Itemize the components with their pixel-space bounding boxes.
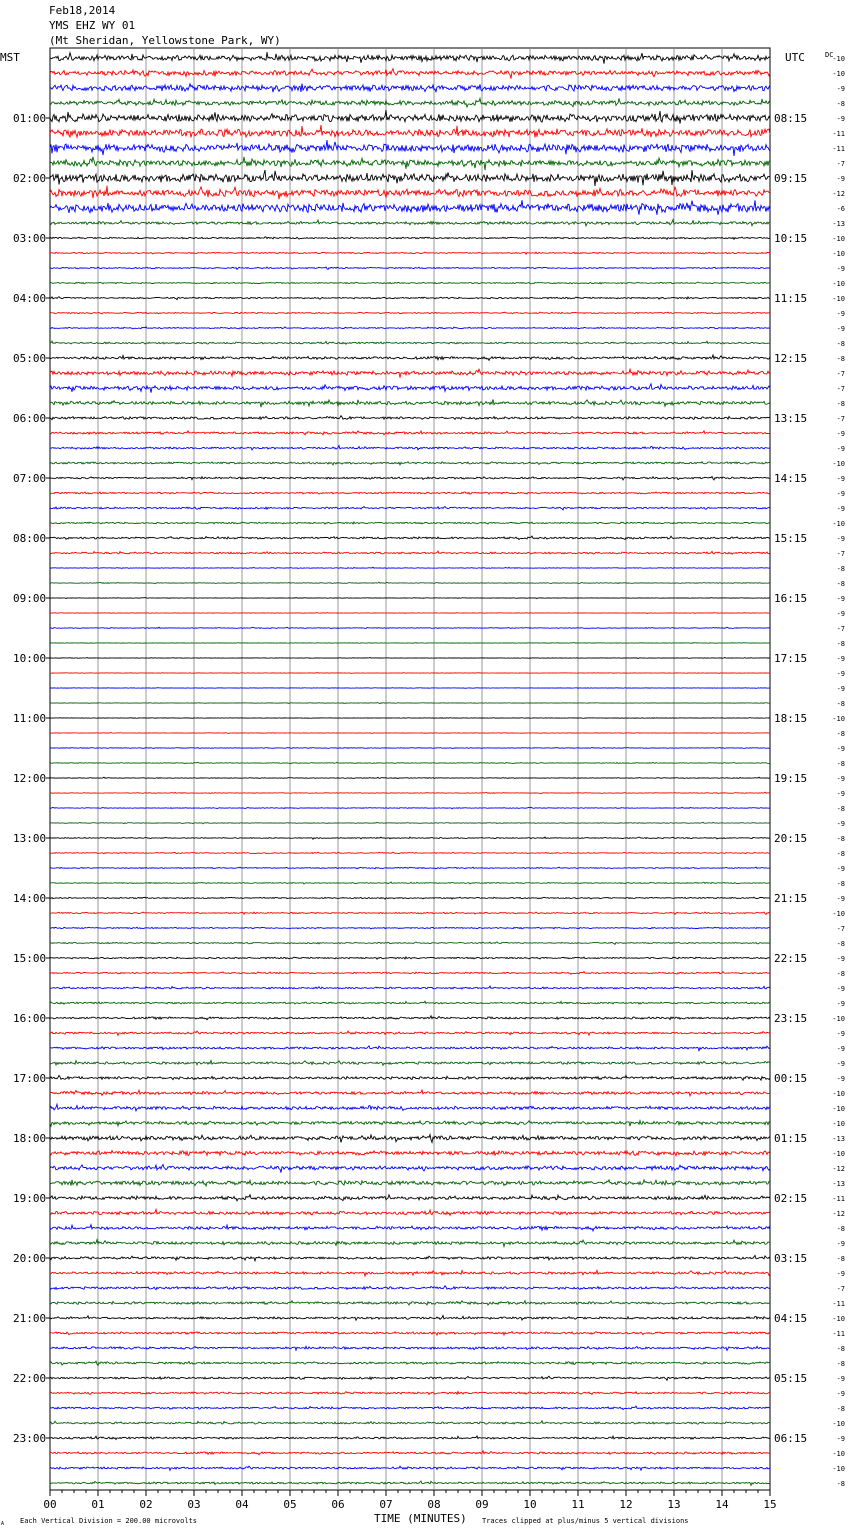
trace-40	[50, 657, 770, 658]
dc-offset-85: -11	[832, 1330, 845, 1338]
trace-28	[50, 477, 770, 480]
trace-80	[50, 1256, 770, 1261]
dc-offset-14: -9	[836, 265, 845, 273]
trace-89	[50, 1392, 770, 1395]
dc-offset-73: -10	[832, 1150, 845, 1158]
dc-offset-90: -8	[836, 1405, 845, 1413]
dc-offset-89: -9	[836, 1390, 845, 1398]
mst-label-13:00: 13:00	[13, 832, 47, 845]
trace-33	[50, 551, 770, 554]
trace-52	[50, 837, 770, 839]
utc-label-10:15: 10:15	[774, 232, 808, 245]
trace-79	[50, 1240, 770, 1247]
dc-label: DC	[825, 51, 834, 59]
trace-66	[50, 1046, 770, 1051]
trace-19	[50, 341, 770, 344]
utc-label-11:15: 11:15	[774, 292, 808, 305]
dc-offset-17: -9	[836, 310, 845, 318]
dc-offset-19: -8	[836, 340, 845, 348]
trace-55	[50, 882, 770, 884]
location-label: (Mt Sheridan, Yellowstone Park, WY)	[49, 34, 281, 47]
utc-label-17:15: 17:15	[774, 652, 808, 665]
utc-label-06:15: 06:15	[774, 1432, 808, 1445]
dc-offset-1: -10	[832, 70, 845, 78]
dc-offset-44: -10	[832, 715, 845, 723]
trace-24	[50, 416, 770, 420]
trace-51	[50, 822, 770, 824]
x-tick-label-14: 14	[715, 1498, 729, 1511]
trace-50	[50, 807, 770, 809]
clip-note: Traces clipped at plus/minus 5 vertical divisions	[482, 1517, 689, 1525]
utc-hour-labels	[774, 112, 807, 1445]
trace-30	[50, 507, 770, 511]
trace-5	[50, 125, 770, 137]
trace-73	[50, 1151, 770, 1156]
dc-offset-2: -9	[836, 85, 845, 93]
dc-offset-48: -9	[836, 775, 845, 783]
dc-offset-8: -9	[836, 175, 845, 183]
dc-offset-24: -7	[836, 415, 845, 423]
trace-10	[50, 200, 770, 215]
trace-27	[50, 462, 770, 465]
dc-offset-29: -9	[836, 490, 845, 498]
dc-offset-95: -8	[836, 1480, 845, 1488]
x-tick-label-09: 09	[475, 1498, 489, 1511]
dc-offset-45: -8	[836, 730, 845, 738]
dc-offset-55: -8	[836, 880, 845, 888]
dc-offset-26: -9	[836, 445, 845, 453]
scale-note: Each Vertical Division = 200.00 microvolts	[20, 1517, 198, 1525]
mst-label-15:00: 15:00	[13, 952, 47, 965]
mst-label-12:00: 12:00	[13, 772, 47, 785]
dc-offset-43: -8	[836, 700, 845, 708]
dc-offset-91: -10	[832, 1420, 845, 1428]
mst-label-22:00: 22:00	[13, 1372, 47, 1385]
trace-3	[50, 98, 770, 107]
dc-offset-33: -7	[836, 550, 845, 558]
dc-offset-69: -10	[832, 1090, 845, 1098]
x-tick-label-10: 10	[523, 1498, 537, 1511]
dc-offset-52: -8	[836, 835, 845, 843]
mst-label-02:00: 02:00	[13, 172, 47, 185]
dc-offset-25: -9	[836, 430, 845, 438]
trace-14	[50, 267, 770, 269]
trace-71	[50, 1121, 770, 1127]
mst-label-20:00: 20:00	[13, 1252, 47, 1265]
dc-offset-6: -11	[832, 145, 845, 153]
trace-92	[50, 1436, 770, 1440]
trace-7	[50, 157, 770, 170]
trace-21	[50, 369, 770, 378]
trace-43	[50, 703, 770, 704]
trace-31	[50, 522, 770, 524]
trace-69	[50, 1090, 770, 1096]
mst-label-11:00: 11:00	[13, 712, 47, 725]
dc-offset-12: -10	[832, 235, 845, 243]
dc-offset-68: -9	[836, 1075, 845, 1083]
station-label: YMS EHZ WY 01	[49, 19, 136, 32]
mst-label-18:00: 18:00	[13, 1132, 47, 1145]
trace-1	[50, 69, 770, 79]
trace-81	[50, 1270, 770, 1276]
dc-offset-59: -8	[836, 940, 845, 948]
dc-offset-23: -8	[836, 400, 845, 408]
trace-46	[50, 747, 770, 748]
trace-42	[50, 688, 770, 689]
trace-45	[50, 733, 770, 734]
utc-label-22:15: 22:15	[774, 952, 808, 965]
dc-offset-54: -9	[836, 865, 845, 873]
trace-44	[50, 718, 770, 719]
utc-label-16:15: 16:15	[774, 592, 808, 605]
x-tick-label-11: 11	[571, 1498, 585, 1511]
utc-label-01:15: 01:15	[774, 1132, 808, 1145]
dc-offset-87: -8	[836, 1360, 845, 1368]
trace-57	[50, 912, 770, 914]
dc-offset-72: -13	[832, 1135, 845, 1143]
dc-offset-92: -9	[836, 1435, 845, 1443]
trace-48	[50, 777, 770, 778]
utc-label-18:15: 18:15	[774, 712, 808, 725]
x-axis-ticks	[43, 1490, 776, 1511]
trace-2	[50, 84, 770, 93]
utc-label-21:15: 21:15	[774, 892, 808, 905]
trace-87	[50, 1361, 770, 1365]
dc-offset-65: -9	[836, 1030, 845, 1038]
x-tick-label-00: 00	[43, 1498, 57, 1511]
x-tick-label-12: 12	[619, 1498, 633, 1511]
dc-offset-31: -10	[832, 520, 845, 528]
dc-offset-32: -9	[836, 535, 845, 543]
trace-61	[50, 972, 770, 975]
dc-offset-30: -9	[836, 505, 845, 513]
trace-93	[50, 1451, 770, 1455]
date-label: Feb18,2014	[49, 4, 116, 17]
dc-offset-11: -13	[832, 220, 845, 228]
dc-offset-82: -7	[836, 1285, 845, 1293]
mst-label-04:00: 04:00	[13, 292, 47, 305]
trace-9	[50, 186, 770, 200]
trace-35	[50, 582, 770, 584]
dc-offset-75: -13	[832, 1180, 845, 1188]
x-tick-label-08: 08	[427, 1498, 441, 1511]
dc-offset-49: -9	[836, 790, 845, 798]
dc-offset-86: -8	[836, 1345, 845, 1353]
trace-6	[50, 140, 770, 156]
utc-label-08:15: 08:15	[774, 112, 808, 125]
x-tick-label-05: 05	[283, 1498, 297, 1511]
trace-60	[50, 957, 770, 959]
x-tick-label-06: 06	[331, 1498, 345, 1511]
dc-offset-10: -6	[836, 205, 845, 213]
dc-offset-78: -8	[836, 1225, 845, 1233]
corner-mark: A	[1, 1521, 5, 1527]
dc-offset-38: -7	[836, 625, 845, 633]
trace-95	[50, 1481, 770, 1485]
dc-offset-77: -12	[832, 1210, 845, 1218]
dc-offset-74: -12	[832, 1165, 845, 1173]
mst-label-09:00: 09:00	[13, 592, 47, 605]
x-tick-label-15: 15	[763, 1498, 777, 1511]
utc-label-14:15: 14:15	[774, 472, 808, 485]
trace-68	[50, 1076, 770, 1081]
trace-91	[50, 1421, 770, 1424]
trace-58	[50, 927, 770, 929]
trace-65	[50, 1031, 770, 1035]
dc-offset-27: -10	[832, 460, 845, 468]
trace-88	[50, 1376, 770, 1380]
trace-47	[50, 762, 770, 763]
trace-16	[50, 297, 770, 300]
dc-offset-66: -9	[836, 1045, 845, 1053]
dc-offset-0: -10	[832, 55, 845, 63]
dc-offset-15: -10	[832, 280, 845, 288]
trace-75	[50, 1180, 770, 1186]
dc-offset-88: -9	[836, 1375, 845, 1383]
dc-offset-60: -9	[836, 955, 845, 963]
dc-offset-70: -10	[832, 1105, 845, 1113]
mst-label-07:00: 07:00	[13, 472, 47, 485]
trace-39	[50, 643, 770, 644]
utc-label-13:15: 13:15	[774, 412, 808, 425]
trace-84	[50, 1316, 770, 1321]
trace-82	[50, 1286, 770, 1290]
dc-offset-labels	[832, 55, 845, 1488]
trace-38	[50, 627, 770, 629]
mst-label-03:00: 03:00	[13, 232, 47, 245]
utc-axis-label: UTC	[785, 51, 805, 64]
dc-offset-16: -10	[832, 295, 845, 303]
dc-offset-46: -9	[836, 745, 845, 753]
utc-label-02:15: 02:15	[774, 1192, 808, 1205]
trace-90	[50, 1406, 770, 1410]
trace-36	[50, 598, 770, 599]
dc-offset-93: -10	[832, 1450, 845, 1458]
mst-label-10:00: 10:00	[13, 652, 47, 665]
dc-offset-62: -9	[836, 985, 845, 993]
utc-label-05:15: 05:15	[774, 1372, 808, 1385]
dc-offset-64: -10	[832, 1015, 845, 1023]
trace-56	[50, 897, 770, 899]
dc-offset-50: -8	[836, 805, 845, 813]
dc-offset-37: -9	[836, 610, 845, 618]
x-tick-label-13: 13	[667, 1498, 681, 1511]
utc-label-19:15: 19:15	[774, 772, 808, 785]
utc-label-04:15: 04:15	[774, 1312, 808, 1325]
utc-label-20:15: 20:15	[774, 832, 808, 845]
trace-4	[50, 110, 770, 124]
mst-label-21:00: 21:00	[13, 1312, 47, 1325]
trace-76	[50, 1195, 770, 1201]
dc-offset-41: -9	[836, 670, 845, 678]
dc-offset-51: -9	[836, 820, 845, 828]
mst-label-17:00: 17:00	[13, 1072, 47, 1085]
utc-label-09:15: 09:15	[774, 172, 808, 185]
dc-offset-7: -7	[836, 160, 845, 168]
trace-78	[50, 1225, 770, 1231]
trace-85	[50, 1332, 770, 1336]
mst-label-01:00: 01:00	[13, 112, 47, 125]
dc-offset-3: -8	[836, 100, 845, 108]
trace-83	[50, 1301, 770, 1305]
dc-offset-53: -8	[836, 850, 845, 858]
trace-11	[50, 220, 770, 226]
dc-offset-67: -9	[836, 1060, 845, 1068]
utc-label-00:15: 00:15	[774, 1072, 808, 1085]
dc-offset-21: -7	[836, 370, 845, 378]
dc-offset-18: -9	[836, 325, 845, 333]
trace-59	[50, 942, 770, 945]
dc-offset-36: -9	[836, 595, 845, 603]
dc-offset-79: -9	[836, 1240, 845, 1248]
trace-22	[50, 384, 770, 393]
dc-offset-20: -8	[836, 355, 845, 363]
seismic-traces	[50, 52, 770, 1485]
x-tick-label-04: 04	[235, 1498, 249, 1511]
x-tick-label-03: 03	[187, 1498, 201, 1511]
dc-offset-13: -10	[832, 250, 845, 258]
utc-label-23:15: 23:15	[774, 1012, 808, 1025]
trace-25	[50, 431, 770, 435]
utc-label-03:15: 03:15	[774, 1252, 808, 1265]
trace-64	[50, 1016, 770, 1020]
trace-53	[50, 852, 770, 854]
trace-13	[50, 252, 770, 254]
utc-label-12:15: 12:15	[774, 352, 808, 365]
dc-offset-83: -11	[832, 1300, 845, 1308]
trace-94	[50, 1466, 770, 1470]
trace-62	[50, 986, 770, 989]
x-tick-label-02: 02	[139, 1498, 153, 1511]
trace-17	[50, 312, 770, 314]
trace-12	[50, 237, 770, 240]
trace-23	[50, 399, 770, 407]
mst-axis-label: MST	[0, 51, 20, 64]
trace-0	[50, 52, 770, 64]
dc-offset-22: -7	[836, 385, 845, 393]
dc-offset-28: -9	[836, 475, 845, 483]
trace-54	[50, 867, 770, 869]
mst-label-16:00: 16:00	[13, 1012, 47, 1025]
x-tick-label-07: 07	[379, 1498, 393, 1511]
trace-29	[50, 492, 770, 494]
dc-offset-5: -11	[832, 130, 845, 138]
trace-49	[50, 792, 770, 794]
dc-offset-42: -9	[836, 685, 845, 693]
dc-offset-56: -9	[836, 895, 845, 903]
mst-label-06:00: 06:00	[13, 412, 47, 425]
trace-18	[50, 327, 770, 329]
dc-offset-61: -8	[836, 970, 845, 978]
trace-15	[50, 282, 770, 284]
dc-offset-84: -10	[832, 1315, 845, 1323]
x-tick-label-01: 01	[91, 1498, 105, 1511]
trace-72	[50, 1135, 770, 1143]
trace-8	[50, 170, 770, 186]
trace-37	[50, 613, 770, 614]
dc-offset-58: -7	[836, 925, 845, 933]
trace-86	[50, 1346, 770, 1350]
mst-label-19:00: 19:00	[13, 1192, 47, 1205]
trace-20	[50, 355, 770, 360]
dc-offset-47: -8	[836, 760, 845, 768]
trace-34	[50, 567, 770, 568]
trace-63	[50, 1001, 770, 1004]
mst-hour-labels	[13, 112, 50, 1445]
dc-offset-80: -8	[836, 1255, 845, 1263]
dc-offset-35: -8	[836, 580, 845, 588]
dc-offset-9: -12	[832, 190, 845, 198]
dc-offset-63: -9	[836, 1000, 845, 1008]
mst-label-23:00: 23:00	[13, 1432, 47, 1445]
trace-32	[50, 536, 770, 540]
dc-offset-40: -9	[836, 655, 845, 663]
trace-70	[50, 1104, 770, 1111]
trace-77	[50, 1209, 770, 1215]
mst-label-05:00: 05:00	[13, 352, 47, 365]
dc-offset-81: -9	[836, 1270, 845, 1278]
trace-67	[50, 1060, 770, 1065]
mst-label-14:00: 14:00	[13, 892, 47, 905]
mst-label-08:00: 08:00	[13, 532, 47, 545]
trace-74	[50, 1165, 770, 1173]
trace-26	[50, 446, 770, 450]
dc-offset-71: -10	[832, 1120, 845, 1128]
trace-41	[50, 673, 770, 674]
dc-offset-76: -11	[832, 1195, 845, 1203]
dc-offset-94: -10	[832, 1465, 845, 1473]
utc-label-15:15: 15:15	[774, 532, 808, 545]
dc-offset-4: -9	[836, 115, 845, 123]
dc-offset-39: -8	[836, 640, 845, 648]
x-axis-title: TIME (MINUTES)	[374, 1512, 467, 1525]
dc-offset-34: -8	[836, 565, 845, 573]
dc-offset-57: -10	[832, 910, 845, 918]
